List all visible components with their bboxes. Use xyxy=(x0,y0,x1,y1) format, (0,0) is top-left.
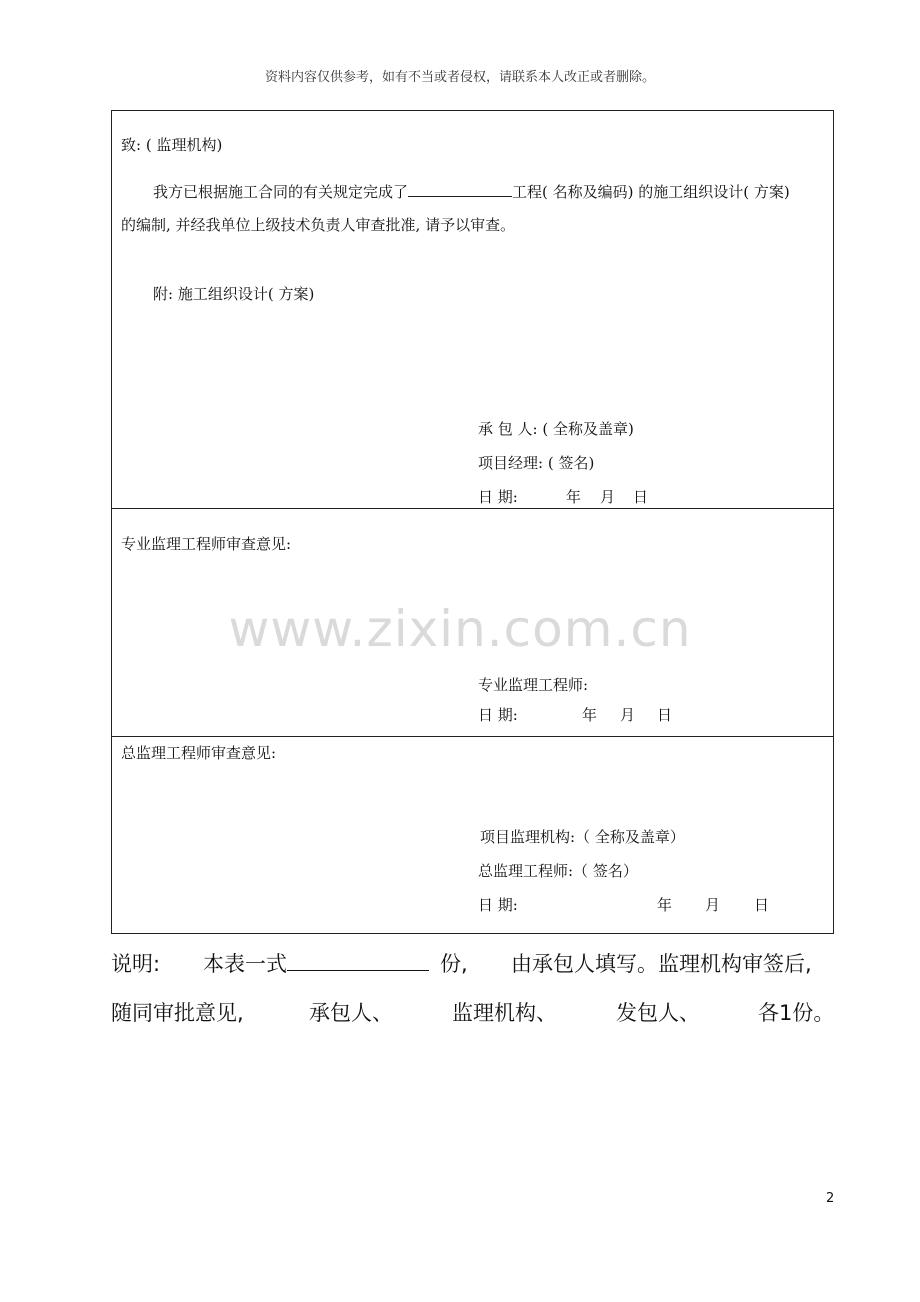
chief-engineer-review-section xyxy=(112,737,833,933)
body-text-part1: 我方已根据施工合同的有关规定完成了 xyxy=(153,183,409,201)
copies-prefix: 本表一式 xyxy=(203,952,287,976)
year-label: 年 xyxy=(582,706,598,724)
date-label: 日 期: xyxy=(478,706,518,724)
specialist-engineer-signature-label: 专业监理工程师: xyxy=(478,676,589,694)
copies-count-blank xyxy=(287,950,429,971)
body-text-part2: 工程( 名称及编码) 的施工组织设计( 方案) xyxy=(512,183,790,201)
year-label: 年 xyxy=(566,488,582,506)
distribution-intro: 随同审批意见, xyxy=(111,1001,244,1025)
day-label: 日 xyxy=(754,896,770,914)
site-watermark: www.zixin.com.cn xyxy=(228,600,692,658)
month-label: 月 xyxy=(620,706,636,724)
submission-form-table xyxy=(111,110,834,934)
specialist-opinion-label: 专业监理工程师审查意见: xyxy=(121,535,292,553)
year-label: 年 xyxy=(657,896,673,914)
chief-engineer-signature-label: 总监理工程师:（ 签名） xyxy=(478,862,638,880)
distribution-supervision: 监理机构、 xyxy=(452,1001,557,1025)
project-name-blank xyxy=(408,182,512,197)
date-line xyxy=(478,487,649,507)
supervision-agency-label: 项目监理机构:（ 全称及盖章） xyxy=(480,828,685,846)
addressee-line: 致: ( 监理机构) xyxy=(121,136,223,154)
copies-suffix: 份, xyxy=(440,952,468,976)
instructions-label: 说明: xyxy=(111,952,161,976)
day-label: 日 xyxy=(657,706,673,724)
distribution-contractor: 承包人、 xyxy=(309,1001,393,1025)
month-label: 月 xyxy=(705,896,721,914)
contractor-signature-label: 承 包 人: ( 全称及盖章) xyxy=(478,420,634,438)
copies-text xyxy=(203,948,429,978)
instructions-fill-note: 由承包人填写。监理机构审签后, xyxy=(511,952,812,976)
submission-body-line-1 xyxy=(153,182,790,202)
submission-body-line-2: 的编制, 并经我单位上级技术负责人审查批准, 请予以审查。 xyxy=(121,216,516,234)
project-manager-signature-label: 项目经理: ( 签名) xyxy=(478,454,595,472)
header-disclaimer: 资料内容仅供参考，如有不当或者侵权，请联系本人改正或者删除。 xyxy=(264,70,655,85)
date-label: 日 期: xyxy=(478,488,518,506)
distribution-employer: 发包人、 xyxy=(616,1001,700,1025)
distribution-count: 各1份。 xyxy=(758,1001,835,1025)
month-label: 月 xyxy=(600,488,616,506)
day-label: 日 xyxy=(633,488,649,506)
chief-opinion-label: 总监理工程师审查意见: xyxy=(121,744,277,762)
page-number: 2 xyxy=(826,1191,835,1206)
date-label: 日 期: xyxy=(478,896,518,914)
attachment-line: 附: 施工组织设计( 方案) xyxy=(153,285,315,303)
date-line xyxy=(478,705,673,725)
contractor-submission-section xyxy=(112,111,833,509)
date-line xyxy=(478,895,770,915)
